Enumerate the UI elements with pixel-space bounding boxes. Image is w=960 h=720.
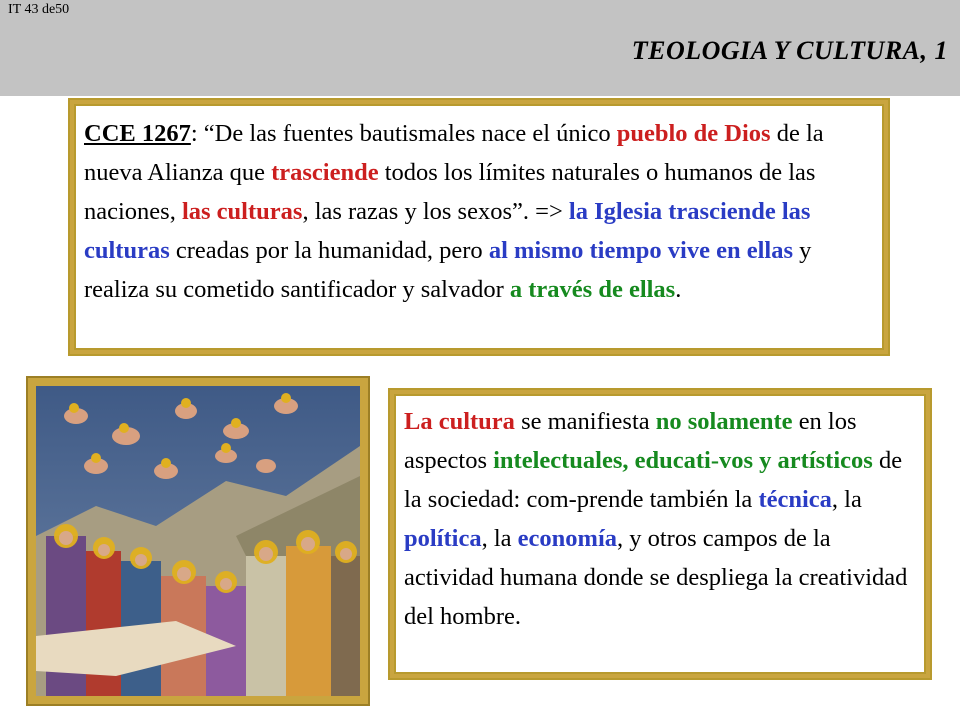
culture-text-segment: en los aspectos (404, 408, 857, 474)
quote-text-segment: : “De las fuentes bautismales nace el único (190, 120, 617, 147)
highlight-no-solamente: no solamente (655, 408, 793, 435)
highlight-tecnica: técnica (758, 486, 832, 513)
quote-text-segment: . (675, 276, 682, 303)
header-bar (0, 0, 960, 96)
painting-frame (26, 376, 370, 706)
highlight-las-culturas: las culturas (181, 198, 303, 225)
quote-text (84, 114, 876, 309)
highlight-intelectuales: intelectuales, educati-vos y artísticos (493, 447, 873, 474)
culture-text-segment: , la (481, 525, 518, 552)
lamentation-painting (36, 386, 360, 696)
slide-counter: IT 43 de50 (8, 2, 70, 17)
highlight-politica: política (404, 525, 482, 552)
quote-text-segment: creadas por la humanidad, pero (169, 237, 489, 264)
quote-text-segment: , las razas y los sexos”. => (302, 198, 569, 225)
culture-text (404, 402, 924, 636)
page-title: TEOLOGIA Y CULTURA, 1 (631, 36, 948, 65)
highlight-trasciende: trasciende (271, 159, 379, 186)
quote-text-segment: y realiza su cometido santificador y salvador (84, 237, 812, 303)
highlight-a-traves-de-ellas: a través de ellas (509, 276, 676, 303)
highlight-la-cultura: La cultura (404, 408, 515, 435)
highlight-vive-en-ellas: al mismo tiempo vive en ellas (488, 237, 793, 264)
culture-text-segment: , y otros campos de la actividad humana donde se despliega la creatividad del hombre. (404, 525, 908, 630)
quote-text-segment: de la nueva Alianza que (84, 120, 824, 186)
catechism-reference: CCE 1267 (84, 120, 191, 147)
culture-text-segment: , la (831, 486, 862, 513)
culture-text-segment: se manifiesta (514, 408, 656, 435)
highlight-iglesia-trasciende: la Iglesia trasciende las culturas (84, 198, 811, 264)
highlight-pueblo-de-dios: pueblo de Dios (616, 120, 771, 147)
highlight-economia: economía (517, 525, 617, 552)
quote-text-segment: todos los límites naturales o humanos de las naciones, (84, 159, 816, 225)
culture-text-segment: de la sociedad: com-prende también la (404, 447, 903, 513)
